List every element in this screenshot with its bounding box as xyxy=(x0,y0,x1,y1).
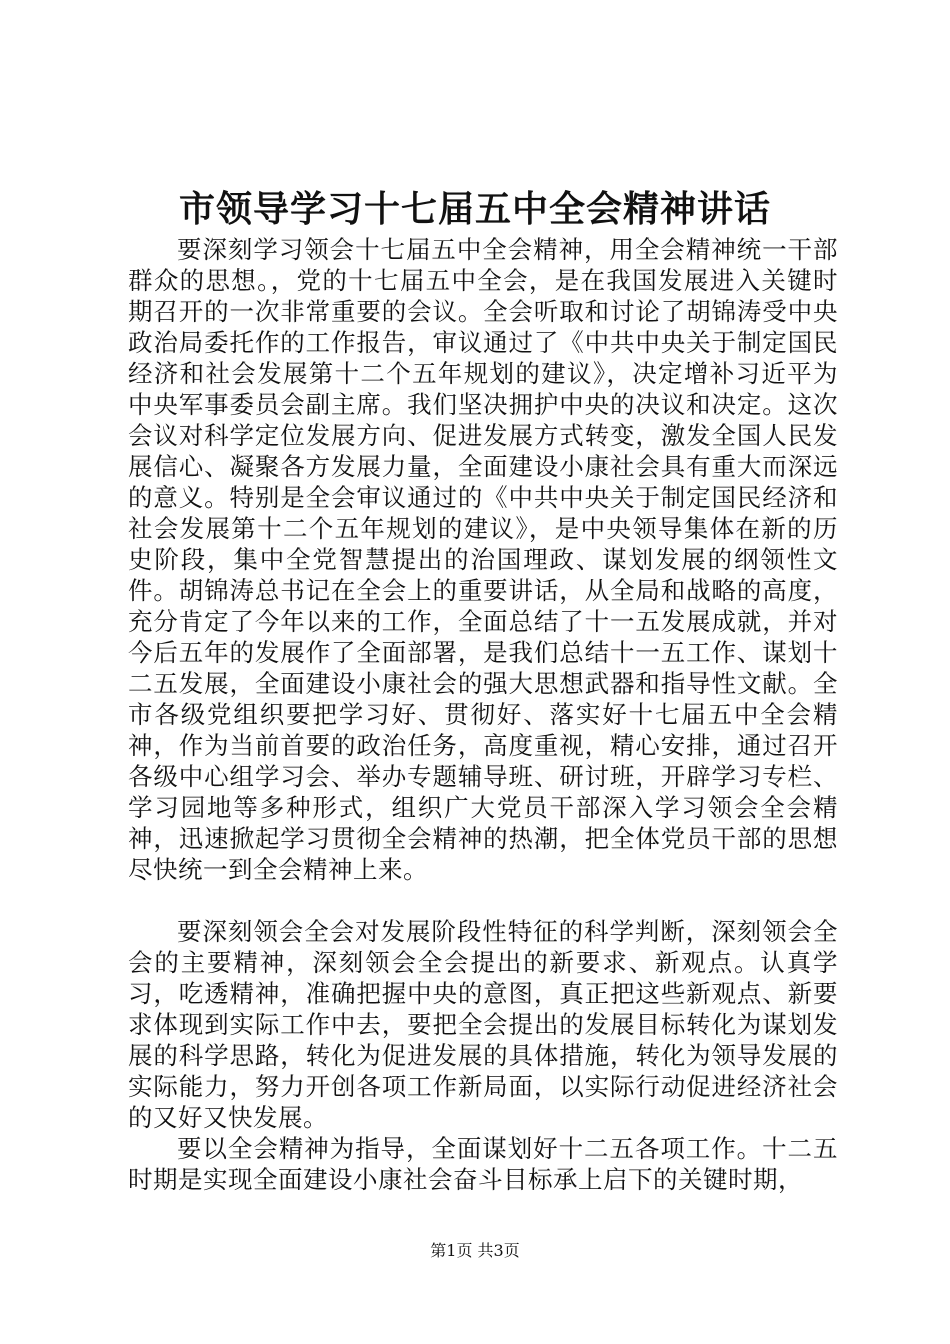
paragraph-3: 要以全会精神为指导，全面谋划好十二五各项工作。十二五时期是实现全面建设小康社会奋斗目标承上启下的关键时期， xyxy=(128,1134,838,1194)
document-title: 市领导学习十七届五中全会精神讲话 xyxy=(178,188,771,230)
paragraph-2: 要深刻领会全会对发展阶段性特征的科学判断，深刻领会全会的主要精神，深刻领会全会提出的新要求、新观点。认真学习，吃透精神，准确把握中央的意图，真正把这些新观点、新要求体现到实际工作中去，要把全会提出的发展目标转化为谋划发展的科学思路，转化为促进发展的具体措施，转化为领导发展的实际能力，努力开创各项工作新局面，以实际行动促进经济社会的又好又快发展。 xyxy=(128,917,838,1132)
document-body xyxy=(128,234,838,1195)
paragraph-1: 要深刻学习领会十七届五中全会精神，用全会精神统一干部群众的思想。，党的十七届五中全会，是在我国发展进入关键时期召开的一次非常重要的会议。全会听取和讨论了胡锦涛受中央政治局委托作的工作报告，审议通过了《中共中央关于制定国民经济和社会发展第十二个五年规划的建议》，决定增补习近平为中央军事委员会副主席。我们坚决拥护中央的决议和决定。这次会议对科学定位发展方向、促进发展方式转变，激发全国人民发展信心、凝聚各方发展力量，全面建设小康社会具有重大而深远的意义。特别是全会审议通过的《中共中央关于制定国民经济和社会发展第十二个五年规划的建议》，是中央领导集体在新的历史阶段，集中全党智慧提出的治国理政、谋划发展的纲领性文件。胡锦涛总书记在全会上的重要讲话，从全局和战略的高度，充分肯定了今年以来的工作，全面总结了十一五发展成就，并对今后五年的发展作了全面部署，是我们总结十一五工作、谋划十二五发展，全面建设小康社会的强大思想武器和指导性文献。全市各级党组织要把学习好、贯彻好、落实好十七届五中全会精神，作为当前首要的政治任务，高度重视，精心安排，通过召开各级中心组学习会、举办专题辅导班、研讨班，开辟学习专栏、学习园地等多种形式，组织广大党员干部深入学习领会全会精神，迅速掀起学习贯彻全会精神的热潮，把全体党员干部的思想尽快统一到全会精神上来。 xyxy=(128,235,838,884)
page-footer: 第1页 共3页 xyxy=(430,1241,520,1260)
